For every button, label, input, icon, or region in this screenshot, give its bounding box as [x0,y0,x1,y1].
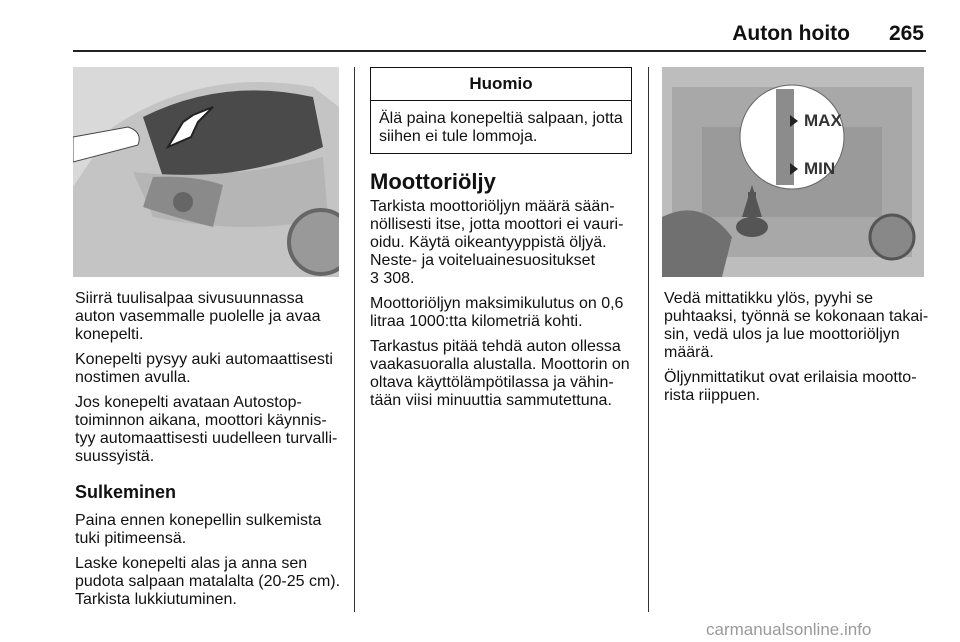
paragraph: Vedä mittatikku ylös, pyyhi se puhtaaksi, työnnä se kokonaan takai-sin, vedä ulos ja lue moottoriöljyn määrä. [664,290,929,361]
paragraph: Moottoriöljyn maksimikulutus on 0,6 litraa 1000:tta kilometriä kohti. [370,295,624,330]
notice-text: Älä paina konepeltiä salpaan, jotta siihen ei tule lommoja. [379,110,623,145]
dipstick-min-label: MIN [804,159,836,178]
header-rule [73,50,926,52]
paragraph: Laske konepelti alas ja anna sen pudota salpaan matalalta (20-25 cm). Tarkista lukkiutuminen. [75,555,341,608]
paragraph: Siirrä tuulisalpaa sivusuunnassa auton vasemmalle puolelle ja avaa konepelti. [75,290,321,343]
column-divider [648,67,649,612]
hood-illustration [73,67,339,277]
paragraph: Paina ennen konepellin sulkemista tuki pitimeensä. [75,512,322,547]
engine-dipstick-illustration [662,67,924,277]
section-title: Auton hoito [732,22,850,45]
cross-reference: 3 308. [370,270,415,287]
page-header [0,0,960,52]
watermark: carmanualsonline.info [706,620,872,639]
column-right [664,290,936,412]
column-middle [370,170,634,417]
page-number: 265 [888,22,924,45]
paragraph: Tarkastus pitää tehdä auton ollessa vaakasuoralla alustalla. Moottorin on oltava käyttölämpötilassa ja vähin-tään viisi minuuttia sammutettuna. [370,338,630,409]
heading-moottorioljy: Moottoriöljy [370,169,496,194]
hood-illustration-svg [73,67,339,277]
notice-box [370,67,632,154]
column-divider [354,67,355,612]
paragraph: Neste- ja voiteluainesuositukset [370,252,596,269]
paragraph: Jos konepelti avataan Autostop-toiminnon aikana, moottori käynnis-tyy automaattisesti uudelleen turvalli-suussyistä. [75,394,338,465]
paragraph: Tarkista moottoriöljyn määrä sään-nöllisesti itse, jotta moottori ei vauri-oidu. Käytä oikeantyyppistä öljyä. [370,198,624,251]
dipstick-max-label: MAX [804,111,842,130]
paragraph: Konepelti pysyy auki automaattisesti nostimen avulla. [75,351,333,386]
column-left [75,290,345,616]
engine-svg [662,67,924,277]
heading-sulkeminen: Sulkeminen [75,482,177,502]
paragraph: Öljynmittatikut ovat erilaisia mootto-rista riippuen. [664,369,917,404]
notice-title: Huomio [371,68,631,101]
